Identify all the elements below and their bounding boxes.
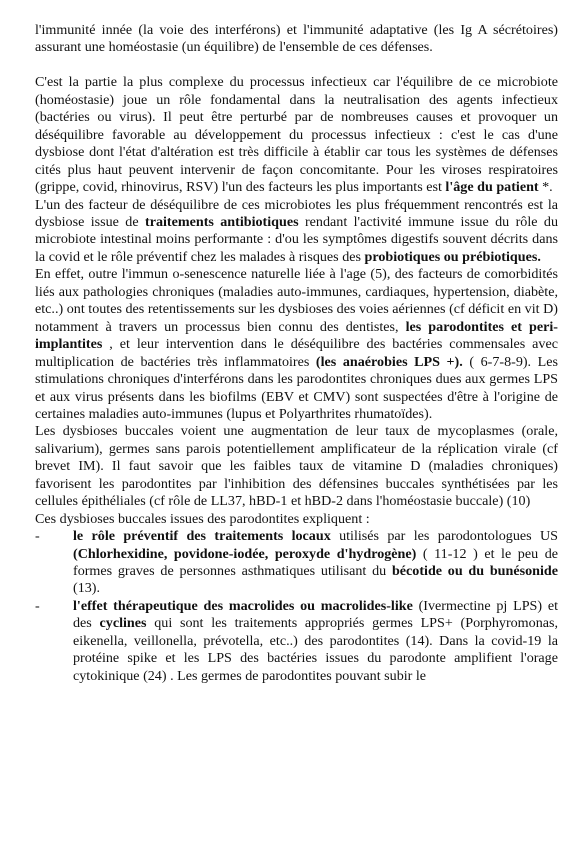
bold-phrase: cyclines (99, 615, 147, 632)
paragraph-text: L'un des facteur de déséquilibre de ces microbiotes les plus fréquemment rencontrés est la dysbiose issue de (35, 196, 558, 230)
paragraph-text: utilisés par les parodontologues US (330, 528, 558, 545)
paragraph-text: l'immunité innée (la voie des interférons) et l'immunité adaptative (les Ig A sécrétoires) assurant une homéostasie (un équilibre) de l'ensemble de ces défenses. (35, 22, 558, 56)
bold-phrase: (Chlorhexidine, povidone-iodée, peroxyde d'hydrogène) (73, 545, 417, 562)
paragraph-immunity (35, 22, 558, 57)
paragraph-gap (35, 57, 558, 74)
paragraph-text: Les dysbioses buccales voient une augmentation de leur taux de mycoplasmes (orale, salivarium), germes sans parois potentiellement amplificateur de la réplication virale (cf brevet IM). Il faut savoir que les faibles taux de vitamine D (maladies chroniques) favorisent les parodontites par l'inhibition des défensines buccales synthétisées par les cellules épithéliales (cf rôle de LL37, hBD-1 et hBD-2 dans l'homéostasie buccale) (10) (35, 423, 558, 510)
bullet-dash: - (35, 528, 40, 545)
paragraph-comorbidities (35, 266, 558, 423)
paragraph-text: (Ivermectine pj LPS) et des (73, 597, 558, 632)
paragraph-text: rendant l'activité immune issue du rôle du microbiote intestinal moins performante : d'ou les symptômes digestifs souvent décrits dans la covid et le rôle préventif chez les malades à risques des (35, 213, 559, 265)
paragraph-text: C'est la partie la plus complexe du processus infectieux car l'équilibre de ce microbiote (homéostasie) joue un rôle fondamental dans la neutralisation des agents infectieux (bactéries ou virus). Il peut être perturbé par de nombreuses causes et provoquer un déséquilibre favorable au développement du processus infectieux : c'est le cas d'une dysbiose dont l'état d'altération est très difficile à établir car tous les systèmes de défenses cités plus haut peuvent intervenir de façon concomitante. Pour les viroses respiratoires (grippe, covid, rhinovirus, RSV) l'un des facteurs les plus importants est (35, 74, 558, 196)
bold-phrase: probiotiques ou prébiotiques. (364, 248, 541, 265)
document-page (35, 22, 558, 685)
paragraph-text: ( 6-7-8-9). Les stimulations chroniques d'interférons dans les parodontites chroniques dues aux germes LPS et aux virus présents dans les biofilms (EBV et CMV) sont suspectées d'être à l'origine de certaines maladies auto-immunes (lupus et Polyarthrites rhumatoïdes). (35, 353, 558, 422)
bold-phrase: l'âge du patient (445, 179, 539, 196)
paragraph-antibiotics (35, 197, 558, 267)
bullet-local-treatments (35, 528, 558, 598)
bullet-text (73, 528, 558, 598)
bold-phrase: l'effet thérapeutique des macrolides ou macrolides-like (73, 597, 413, 614)
bold-phrase: les parodontites et peri-implantites (35, 318, 558, 353)
paragraph-text: , et leur intervention dans le déséquilibre des bactéries commensales avec multiplication de bactéries très inflammatoires (35, 336, 558, 370)
paragraph-text: Ces dysbioses buccales issues des parodontites expliquent : (35, 510, 370, 527)
paragraph-text: (13). (73, 580, 101, 597)
bold-phrase: le rôle préventif des traitements locaux (73, 528, 331, 545)
paragraph-microbiote (35, 74, 558, 196)
bullet-text (73, 598, 558, 685)
paragraph-text: qui sont les traitements appropriés germes LPS+ (Porphyromonas, eikenella, veillonella, prévotella, etc..) des parodontites (14). Dans la covid-19 la protéine spike et les LPS des bactéries issues du parodonte amplifient l'orage cytokinique (24) . Les germes de parodontites pouvant subir le (73, 615, 559, 684)
paragraph-explanation-intro (35, 511, 558, 528)
paragraph-buccal-dysbiosis (35, 423, 558, 510)
paragraph-text: ( 11-12 ) et le peu de formes graves de personnes asthmatiques utilisant du (73, 545, 558, 580)
bold-phrase: traitements antibiotiques (145, 213, 299, 230)
bullet-dash: - (35, 597, 40, 614)
bullet-macrolides (35, 598, 558, 685)
paragraph-text: En effet, outre l'immun o-senescence naturelle liée à l'age (5), des facteurs de comorbidités liés aux pathologies chroniques (maladies auto-immunes, cardiaques, hypertension, diabète, etc..) ont toutes des retentissements sur les dysbioses des voies aériennes (cf déficit en vit D) notamment à travers un processus bien connu des dentistes, (35, 266, 558, 335)
bold-phrase: (les anaérobies LPS +). (315, 353, 463, 370)
bold-phrase: bécotide ou du bunésonide (391, 563, 558, 580)
paragraph-text: *. (538, 179, 553, 196)
